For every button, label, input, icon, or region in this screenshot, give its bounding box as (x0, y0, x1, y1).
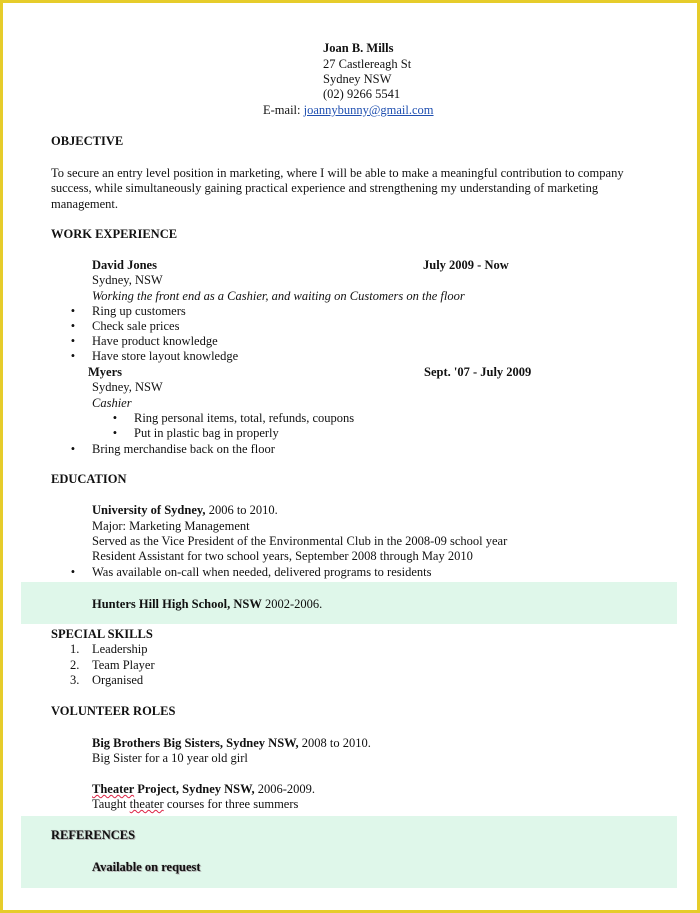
references-heading: REFERENCES (51, 828, 136, 842)
skills-heading: SPECIAL SKILLS (51, 627, 153, 641)
high-school-line (92, 597, 322, 612)
objective-text: To secure an entry level position in marketing, where I will be able to make a meaningful contribution to company success, while simultaneously gaining practical experience and strengthening my understanding of marketing management. (51, 166, 624, 211)
club-role: Served as the Vice President of the Environmental Club in the 2008-09 school year (92, 534, 508, 548)
employment-dates: Sept. '07 - July 2009 (424, 365, 532, 379)
skill-item: Team Player (92, 658, 155, 672)
university-years: 2006 to 2010. (205, 503, 278, 517)
bullet-dot: • (70, 304, 76, 318)
skill-item: Organised (92, 673, 144, 687)
skill-item: Leadership (92, 642, 148, 656)
volunteer-role: Big Sister for a 10 year old girl (92, 751, 248, 765)
volunteer-org-line (92, 736, 371, 751)
list-number: 2. (70, 658, 80, 672)
employer-name: David Jones (92, 258, 157, 272)
applicant-name: Joan B. Mills (323, 41, 394, 55)
university-line (92, 503, 278, 518)
email-link[interactable]: joannybunny@gmail.com (303, 103, 434, 117)
list-item: Bring merchandise back on the floor (92, 442, 275, 456)
employer-name: Myers (88, 365, 123, 379)
bullet-dot: • (70, 442, 76, 456)
highlight-band (21, 816, 677, 888)
volunteer-org-years: 2008 to 2010. (298, 736, 371, 750)
list-item: Check sale prices (92, 319, 180, 333)
references-text: Available on request (92, 860, 201, 874)
role-text-misspelled: theater (129, 797, 164, 811)
volunteer-org-line (92, 782, 315, 797)
university-name: University of Sydney, (92, 503, 206, 517)
employer-location: Sydney, NSW (92, 380, 163, 394)
role-text: courses for three summers (163, 797, 299, 811)
volunteer-role (92, 797, 298, 812)
list-item: Ring up customers (92, 304, 186, 318)
objective-heading: OBJECTIVE (51, 134, 124, 148)
work-heading: WORK EXPERIENCE (51, 227, 178, 241)
major: Major: Marketing Management (92, 519, 250, 533)
bullet-dot: • (70, 349, 76, 363)
volunteer-org-name: Project, Sydney NSW, (134, 782, 255, 796)
job-role: Cashier (92, 396, 132, 410)
job-role: Working the front end as a Cashier, and waiting on Customers on the floor (92, 289, 465, 303)
bullet-dot: • (70, 334, 76, 348)
resident-assistant: Resident Assistant for two school years, September 2008 through May 2010 (92, 549, 473, 563)
volunteer-org-name: Big Brothers Big Sisters, Sydney NSW, (92, 736, 299, 750)
list-item: Have store layout knowledge (92, 349, 239, 363)
list-number: 3. (70, 673, 80, 687)
city: Sydney NSW (323, 72, 392, 86)
bullet-dot: • (70, 319, 76, 333)
volunteer-org-name-misspelled: Theater (92, 782, 135, 796)
bullet-dot: • (112, 426, 118, 440)
employment-dates: July 2009 - Now (423, 258, 509, 272)
email-line (263, 103, 434, 118)
volunteer-heading: VOLUNTEER ROLES (51, 704, 176, 718)
list-item: Have product knowledge (92, 334, 218, 348)
education-heading: EDUCATION (51, 472, 127, 486)
phone-number: (02) 9266 5541 (323, 87, 401, 101)
volunteer-org-years: 2006-2009. (254, 782, 316, 796)
list-number: 1. (70, 642, 80, 656)
street-address: 27 Castlereagh St (323, 57, 412, 71)
high-school-name: Hunters Hill High School, NSW (92, 597, 262, 611)
high-school-years: 2002-2006. (261, 597, 323, 611)
email-label: E-mail: (263, 103, 301, 117)
employer-location: Sydney, NSW (92, 273, 163, 287)
bullet-dot: • (70, 565, 76, 579)
list-item: Put in plastic bag in properly (134, 426, 279, 440)
list-item: Ring personal items, total, refunds, coupons (134, 411, 355, 425)
list-item: Was available on-call when needed, delivered programs to residents (92, 565, 432, 579)
role-text: Taught (92, 797, 130, 811)
bullet-dot: • (112, 411, 118, 425)
